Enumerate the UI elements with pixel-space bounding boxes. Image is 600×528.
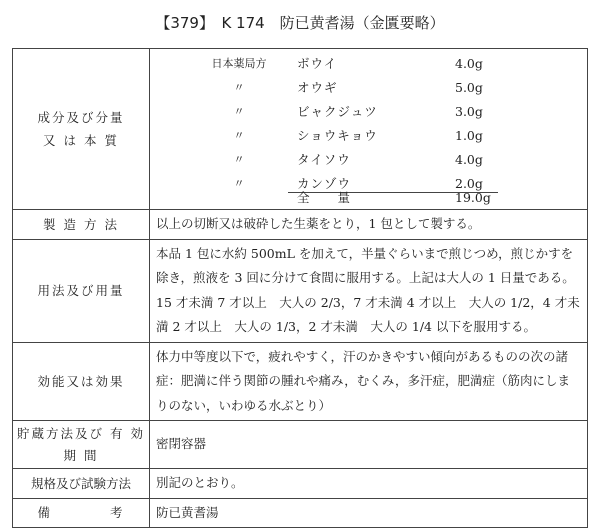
row-value: 以上の切断又は破砕した生薬をとり，1 包として製する。 xyxy=(150,210,588,240)
ingredient-row xyxy=(150,76,587,100)
ingredient-row xyxy=(150,124,587,148)
ingredient-row xyxy=(150,100,587,124)
row-value: 密閉容器 xyxy=(150,421,588,469)
ingredient-row xyxy=(150,148,587,172)
table-row-dosage xyxy=(13,239,588,342)
ingredient-name: ショウキョウ xyxy=(297,128,378,143)
ingredient-name: タイソウ xyxy=(297,152,351,167)
ingredient-amount: 4.0g xyxy=(455,56,483,71)
table-row-specifications xyxy=(13,469,588,499)
row-label xyxy=(13,49,150,210)
total-label: 全 量 xyxy=(297,190,352,205)
total-amount: 19.0g xyxy=(455,190,491,205)
ingredient-name: カンゾウ xyxy=(297,176,352,191)
table-row-indications xyxy=(13,342,588,421)
ingredient-source: 〃 xyxy=(233,81,245,94)
row-label: 貯蔵方法及び 有 効 期 間 xyxy=(13,421,150,469)
row-value: 防已黄耆湯 xyxy=(150,498,588,528)
row-label: 用法及び用量 xyxy=(13,239,150,342)
row-value: 本品 1 包に水約 500mL を加えて，半量ぐらいまで煎じつめ，煎じかすを除き，煎液を 3 回に分けて食間に服用する。上記は大人の 1 日量である。15 才未満 7 才以上 大人の 2/3，7 才未満 4 才以上 大人の 1/2，4 才未満 2 才以上 大人の 1/3，2 才未満 大人の 1/4 以下を服用する。 xyxy=(150,239,588,342)
ingredient-amount: 3.0g xyxy=(455,104,483,119)
ingredient-name: ボウイ xyxy=(297,56,338,71)
ingredient-name: オウギ xyxy=(297,80,338,95)
row-label: 規格及び試験方法 xyxy=(13,469,150,499)
monograph-table xyxy=(12,48,588,528)
ingredient-source: 〃 xyxy=(233,153,245,166)
ingredient-name: ビャクジュツ xyxy=(297,104,378,119)
table-row-remarks xyxy=(13,498,588,528)
row-label: 製 造 方 法 xyxy=(13,210,150,240)
ingredient-amount: 4.0g xyxy=(455,152,483,167)
total-row xyxy=(150,186,587,210)
row-label: 備 考 xyxy=(13,498,150,528)
ingredient-amount: 5.0g xyxy=(455,80,483,95)
ingredients-cell xyxy=(150,49,588,210)
label-line: 又 は 本 質 xyxy=(43,133,119,148)
table-row-composition xyxy=(13,49,588,210)
document-title: 【379】 K 174 防已黄耆湯（金匱要略） xyxy=(155,14,445,32)
table-row-manufacturing xyxy=(13,210,588,240)
ingredient-source: 〃 xyxy=(233,129,245,142)
ingredient-amount: 1.0g xyxy=(455,128,483,143)
table-row-storage xyxy=(13,421,588,469)
ingredient-source: 〃 xyxy=(233,105,245,118)
ingredient-source: 日本薬局方 xyxy=(211,57,267,70)
row-value: 体力中等度以下で，疲れやすく，汗のかきやすい傾向があるものの次の諸症：肥満に伴う関節の腫れや痛み，むくみ，多汗症，肥満症（筋肉にしまりのない，いわゆる水ぶとり） xyxy=(150,342,588,421)
label-line: 成分及び分量 xyxy=(37,110,125,125)
row-label: 効能又は効果 xyxy=(13,342,150,421)
row-value: 別記のとおり。 xyxy=(150,469,588,499)
ingredient-amount: 2.0g xyxy=(455,176,483,191)
ingredient-source: 〃 xyxy=(233,177,245,190)
ingredient-row xyxy=(150,52,587,76)
